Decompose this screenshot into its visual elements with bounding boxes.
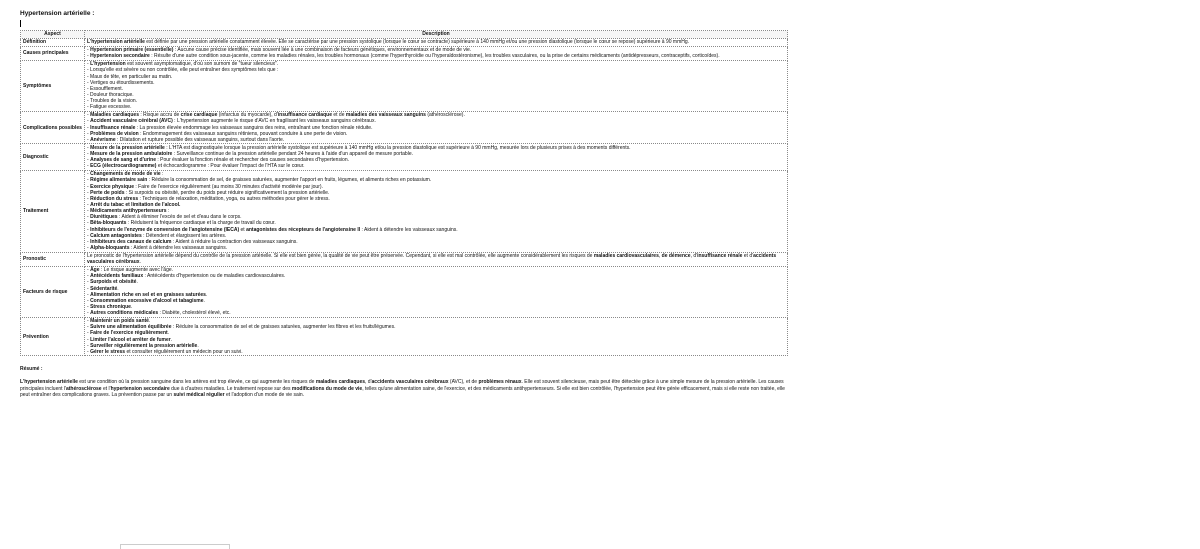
text-run: Le pronostic de l'hypertension artérielle dépend du contrôle de la pression artérielle. Si elle est bien gérée, la qualité de vie peut être préservée. Cependant, si elle est mal contrôlée, elle augmente considérablement les risques de <box>87 253 594 260</box>
bold-text: antagonistes des récepteurs de l'angiotensine II <box>246 226 361 233</box>
bold-text: L'hypertension artérielle <box>87 39 145 46</box>
text-run: - <box>87 285 91 292</box>
text-run: - <box>87 61 91 68</box>
bold-text: maladies cardiaques <box>315 379 366 386</box>
description-line <box>87 137 785 143</box>
bold-text: insuffisance rénale <box>697 253 743 260</box>
text-run: - <box>87 157 91 164</box>
text-run: . <box>205 291 208 298</box>
text-run: et consulter régulièrement un médecin pour un suivi. <box>125 348 243 355</box>
text-run: - Lorsqu'elle est sévère ou non contrôlée, elle peut entraîner des symptômes tels que : <box>87 67 279 74</box>
text-run: - <box>87 330 91 337</box>
text-run: . <box>130 304 133 311</box>
text-run: - <box>87 171 91 178</box>
text-run: : Aident à détendre les vaisseaux sanguins. <box>129 245 228 252</box>
text-run: due à d'autres maladies. Le traitement repose sur des <box>169 385 292 392</box>
aspect-cell: Prévention <box>21 317 85 356</box>
aspect-cell: Diagnostic <box>21 144 85 170</box>
text-run: - <box>87 150 91 157</box>
description-line <box>87 53 785 59</box>
text-run: . <box>203 297 205 304</box>
text-run: . <box>167 330 170 337</box>
bold-text: de démence <box>661 253 691 260</box>
text-run: : Antécédents d'hypertension ou de maladies cardiovasculaires. <box>143 273 286 280</box>
aspect-cell: Pronostic <box>21 252 85 266</box>
bold-text: Inhibiteurs des canaux de calcium <box>90 238 172 245</box>
bold-text: suivi médical régulier <box>173 391 225 398</box>
text-run: - <box>87 232 91 239</box>
text-run: - <box>87 214 91 221</box>
text-run: - <box>87 112 91 119</box>
text-run: - <box>87 297 91 304</box>
bold-text: maladies cardiovasculaires <box>593 253 659 260</box>
bold-text: crise cardiaque <box>180 112 218 119</box>
text-run: : Risque accru de <box>138 112 181 119</box>
text-run: - <box>87 220 91 227</box>
text-run: : Techniques de relaxation, méditation, yoga, ou autres méthodes pour gérer le stress. <box>138 195 330 202</box>
bold-text: L'hypertension <box>90 61 126 68</box>
bold-text: Alpha-bloquants <box>90 245 130 252</box>
bold-text: Anévrisme <box>90 136 116 143</box>
bold-text: Âge <box>90 267 100 274</box>
bold-text: Perte de poids <box>90 189 125 196</box>
text-run: - Essoufflement. <box>87 85 124 92</box>
text-run: . <box>136 279 138 286</box>
text-run: : <box>160 171 164 178</box>
bold-text: Alimentation riche en sel et en graisses saturées <box>90 291 206 298</box>
text-run: - <box>87 136 91 143</box>
text-run: : Diabète, cholestérol élevé, etc. <box>158 310 231 317</box>
bold-text: Analyses de sang et d'urine <box>90 157 156 164</box>
description-cell <box>85 170 788 252</box>
text-run: : Réduisent la fréquence cardiaque et la charge de travail du cœur. <box>126 220 276 227</box>
text-run: . <box>148 318 151 325</box>
text-run: - Troubles de la vision. <box>87 98 138 105</box>
text-run: - <box>87 177 91 184</box>
bold-text: Insuffisance rénale <box>90 124 136 131</box>
bold-text: insuffisance cardiaque <box>277 112 332 119</box>
table-row <box>21 46 788 60</box>
text-run: - <box>87 183 91 190</box>
bold-text: maladies des vaisseaux sanguins <box>345 112 426 119</box>
table-header-row <box>21 31 788 39</box>
text-run: . Elle est souvent silencieuse, mais peut être détectée grâce à une simple mesure de la pression artérielle. Les causes principales incluent l' <box>20 379 784 392</box>
text-run: : <box>166 208 170 215</box>
bold-text: accidents vasculaires cérébraux <box>87 253 777 266</box>
text-run: - <box>87 118 91 125</box>
text-run: , <box>658 253 662 260</box>
bold-text: Limiter l'alcool et arrêter de fumer <box>90 336 171 343</box>
bold-text: Hypertension secondaire <box>90 53 150 60</box>
description-line <box>87 163 785 169</box>
text-run: (AVC), et de <box>448 379 479 386</box>
text-run: : La pression élevée endommage les vaisseaux sanguins des reins, entraînant une fonction rénale réduite. <box>135 124 373 131</box>
text-run: - <box>87 163 91 170</box>
text-run: - <box>87 304 91 311</box>
text-run: et de <box>331 112 346 119</box>
description-cell <box>85 38 788 46</box>
description-cell <box>85 111 788 144</box>
text-run: - <box>87 245 91 252</box>
aspect-cell: Traitement <box>21 170 85 252</box>
bold-text: Mesure de la pression artérielle <box>90 144 165 151</box>
bold-text: Hypertension primaire (essentielle) <box>90 47 174 54</box>
text-run: - <box>87 189 91 196</box>
bold-text: Changements de mode de vie <box>90 171 161 178</box>
bold-text: Exercice physique <box>90 183 134 190</box>
text-run: - Douleur thoracique. <box>87 91 134 98</box>
bold-text: modifications du mode de vie <box>291 385 363 392</box>
bold-text: hypertension secondaire <box>110 385 170 392</box>
text-run: : Détendent et élargissent les artères. <box>141 232 227 239</box>
text-run: est définie par une pression artérielle constamment élevée. Elle se caractérise par une pression systolique (lorsque le cœur se contracte) supérieure à 140 mmHg et/ou une pression diastolique (lorsque le cœur se repose) supérieure à 90 mmHg. <box>144 39 690 46</box>
text-run: - <box>87 267 91 274</box>
bold-text: Surveiller régulièrement la pression artérielle <box>90 342 198 349</box>
text-run: (athérosclérose). <box>425 112 465 119</box>
text-run: - <box>87 273 91 280</box>
text-run: : Aident à éliminer l'excès de sel et d'eau dans le corps. <box>117 214 242 221</box>
description-cell <box>85 46 788 60</box>
table-row <box>21 317 788 356</box>
bold-text: L'hypertension artérielle <box>20 379 78 386</box>
text-run: - Vertiges ou étourdissements. <box>87 79 155 86</box>
header-aspect: Aspect <box>21 31 85 39</box>
table-row <box>21 266 788 317</box>
text-run: et l'adoption d'un mode de vie sain. <box>224 391 305 398</box>
bold-text: accidents vasculaires cérébraux <box>371 379 449 386</box>
bold-text: Problèmes de vision <box>90 130 139 137</box>
text-run: : Aucune cause précise identifiée, mais souvent liée à une combinaison de facteurs génétiques, environnementaux et de mode de vie. <box>173 47 472 54</box>
text-run: : Faire de l'exercice régulièrement (au moins 30 minutes d'activité modérée par jour). <box>133 183 323 190</box>
text-run: . <box>139 259 141 266</box>
text-run: : Réduire la consommation de sel, de graisses saturées, augmenter l'apport en fruits, légumes, et aliments riches en potassium. <box>147 177 432 184</box>
text-run: - <box>87 201 91 208</box>
text-run: est une condition où la pression sanguine dans les artères est trop élevée, ce qui augmente les risques de <box>77 379 316 386</box>
text-run: - <box>87 279 91 286</box>
text-run: - <box>87 291 91 298</box>
bold-text: Régime alimentaire sain <box>90 177 148 184</box>
aspect-cell: Facteurs de risque <box>21 266 85 317</box>
text-run: - <box>87 336 91 343</box>
bold-text: Maintenir un poids santé <box>90 318 149 325</box>
table-row <box>21 38 788 46</box>
table-row <box>21 111 788 144</box>
text-run: - <box>87 238 91 245</box>
text-run: : Réduire la consommation de sel et de graisses saturées, augmenter les fibres et les fruits/légumes. <box>171 324 396 331</box>
table-row <box>21 170 788 252</box>
text-run: et <box>239 226 247 233</box>
text-run: - <box>87 195 91 202</box>
text-run: - <box>87 144 91 151</box>
bold-text: Stress chronique <box>90 304 131 311</box>
text-run: : Surveillance continue de la pression artérielle pendant 24 heures à l'aide d'un appareil de mesure portable. <box>172 150 413 157</box>
bold-text: Gérer le stress <box>90 348 126 355</box>
description-cell <box>85 144 788 170</box>
bold-text: Consommation excessive d'alcool et tabagisme <box>90 297 204 304</box>
bold-text: Médicaments antihypertenseurs <box>90 208 167 215</box>
hypertension-table <box>20 30 788 356</box>
summary-title: Résumé : <box>20 366 43 373</box>
text-run: - <box>87 342 91 349</box>
aspect-cell: Complications possibles <box>21 111 85 144</box>
description-cell <box>85 266 788 317</box>
description-line <box>87 39 785 45</box>
text-run: - <box>87 53 91 60</box>
text-run: - Fatigue excessive. <box>87 104 132 111</box>
description-cell <box>85 252 788 266</box>
text-run: , d' <box>690 253 698 260</box>
bold-text: ECG (électrocardiogramme) <box>90 163 157 170</box>
bold-text: Diurétiques <box>90 214 118 221</box>
text-run: : Aident à détendre les vaisseaux sanguins. <box>360 226 458 233</box>
bold-text: Inhibiteurs de l'enzyme de conversion de l'angiotensine (IECA) <box>90 226 240 233</box>
bold-text: Suivre une alimentation équilibrée <box>90 324 172 331</box>
text-run: - <box>87 47 91 54</box>
table-row <box>21 60 788 111</box>
table-row <box>21 252 788 266</box>
aspect-cell: Définition <box>21 38 85 46</box>
bold-text: Antécédents familiaux <box>90 273 144 280</box>
text-run: : Endommagement des vaisseaux sanguins rétiniens, pouvant conduire à une perte de vision. <box>138 130 348 137</box>
aspect-cell: Symptômes <box>21 60 85 111</box>
bold-text: Bêta-bloquants <box>90 220 127 227</box>
description-cell <box>85 317 788 356</box>
description-line <box>87 253 785 265</box>
text-run: - <box>87 324 91 331</box>
bold-text: Arrêt du tabac et limitation de l'alcool. <box>90 201 181 208</box>
text-run: . <box>170 336 173 343</box>
header-description: Description <box>85 31 788 39</box>
text-run: : Dilatation et rupture possible des vaisseaux sanguins, surtout dans l'aorte. <box>115 136 285 143</box>
bold-text: Mesure de la pression ambulatoire <box>90 150 173 157</box>
text-run: et d' <box>742 253 754 260</box>
text-run: : Le risque augmente avec l'âge. <box>99 267 174 274</box>
document-title: Hypertension artérielle : <box>20 10 95 17</box>
summary-paragraph <box>20 379 788 397</box>
text-run: , d' <box>365 379 372 386</box>
text-run: . <box>197 342 199 349</box>
document-footer-bar <box>120 544 230 549</box>
text-run: - <box>87 208 91 215</box>
text-run: : Résulte d'une autre condition sous-jacente, comme les maladies rénales, les troubles hormonaux (comme l'hyperthyroïdie ou l'hyperaldostéronisme), les troubles vasculaires, ou la prise de certains médicaments (antidépresseurs, contraceptifs, corticoïdes). <box>149 53 720 60</box>
description-line <box>87 349 785 355</box>
text-run: : L'HTA est diagnostiquée lorsque la pression artérielle systolique est supérieure à 140 mmHg et/ou la pression diastolique est supérieure à 90 mmHg, mesurée lors de plusieurs prises à des moments différents. <box>164 144 631 151</box>
bold-text: Réduction du stress <box>90 195 139 202</box>
document-page <box>20 10 790 398</box>
text-cursor <box>20 20 21 27</box>
text-run: - <box>87 348 91 355</box>
bold-text: Calcium antagonistes <box>90 232 142 239</box>
text-run: - Maux de tête, en particulier au matin. <box>87 73 173 80</box>
table-row <box>21 144 788 170</box>
text-run: et échocardiogramme : Pour évaluer l'impact de l'HTA sur le cœur. <box>156 163 305 170</box>
text-run: et l' <box>101 385 111 392</box>
text-run: - <box>87 310 91 317</box>
text-run: : Aident à réduire la contraction des vaisseaux sanguins. <box>171 238 298 245</box>
aspect-cell: Causes principales <box>21 46 85 60</box>
bold-text: Faire de l'exercice régulièrement <box>90 330 168 337</box>
bold-text: Autres conditions médicales <box>90 310 159 317</box>
text-run: : Si surpoids ou obésité, perdre du poids peut réduire significativement la pression artérielle. <box>124 189 330 196</box>
text-run: . <box>117 285 119 292</box>
description-line <box>87 104 785 110</box>
description-line <box>87 245 785 251</box>
text-run: est souvent asymptomatique, d'où son surnom de "tueur silencieux". <box>125 61 279 68</box>
text-run: - <box>87 226 91 233</box>
bold-text: athérosclérose <box>65 385 102 392</box>
text-run: - <box>87 130 91 137</box>
text-run: : L'hypertension augmente le risque d'AVC en fragilisant les vaisseaux sanguins cérébraux. <box>172 118 376 125</box>
description-line <box>87 310 785 316</box>
text-run: - <box>87 318 91 325</box>
bold-text: problèmes rénaux <box>478 379 522 386</box>
bold-text: Surpoids et obésité <box>90 279 137 286</box>
text-run: - <box>87 124 91 131</box>
bold-text: Accident vasculaire cérébral (AVC) <box>90 118 173 125</box>
bold-text: Sédentarité <box>90 285 118 292</box>
text-run: (infarctus du myocarde), d' <box>217 112 278 119</box>
text-run: , telles qu'une alimentation saine, de l'exercice, et des médicaments antihypertenseurs. Si elle est bien contrôlée, l'hypertension peut être gérée efficacement, mais si elle reste non traitée, elle peut entraîner des complications graves. La prévention passe par un <box>20 385 785 398</box>
description-cell <box>85 60 788 111</box>
text-run: : Pour évaluer la fonction rénale et rechercher des causes secondaires d'hypertension. <box>156 157 350 164</box>
bold-text: Maladies cardiaques <box>90 112 139 119</box>
